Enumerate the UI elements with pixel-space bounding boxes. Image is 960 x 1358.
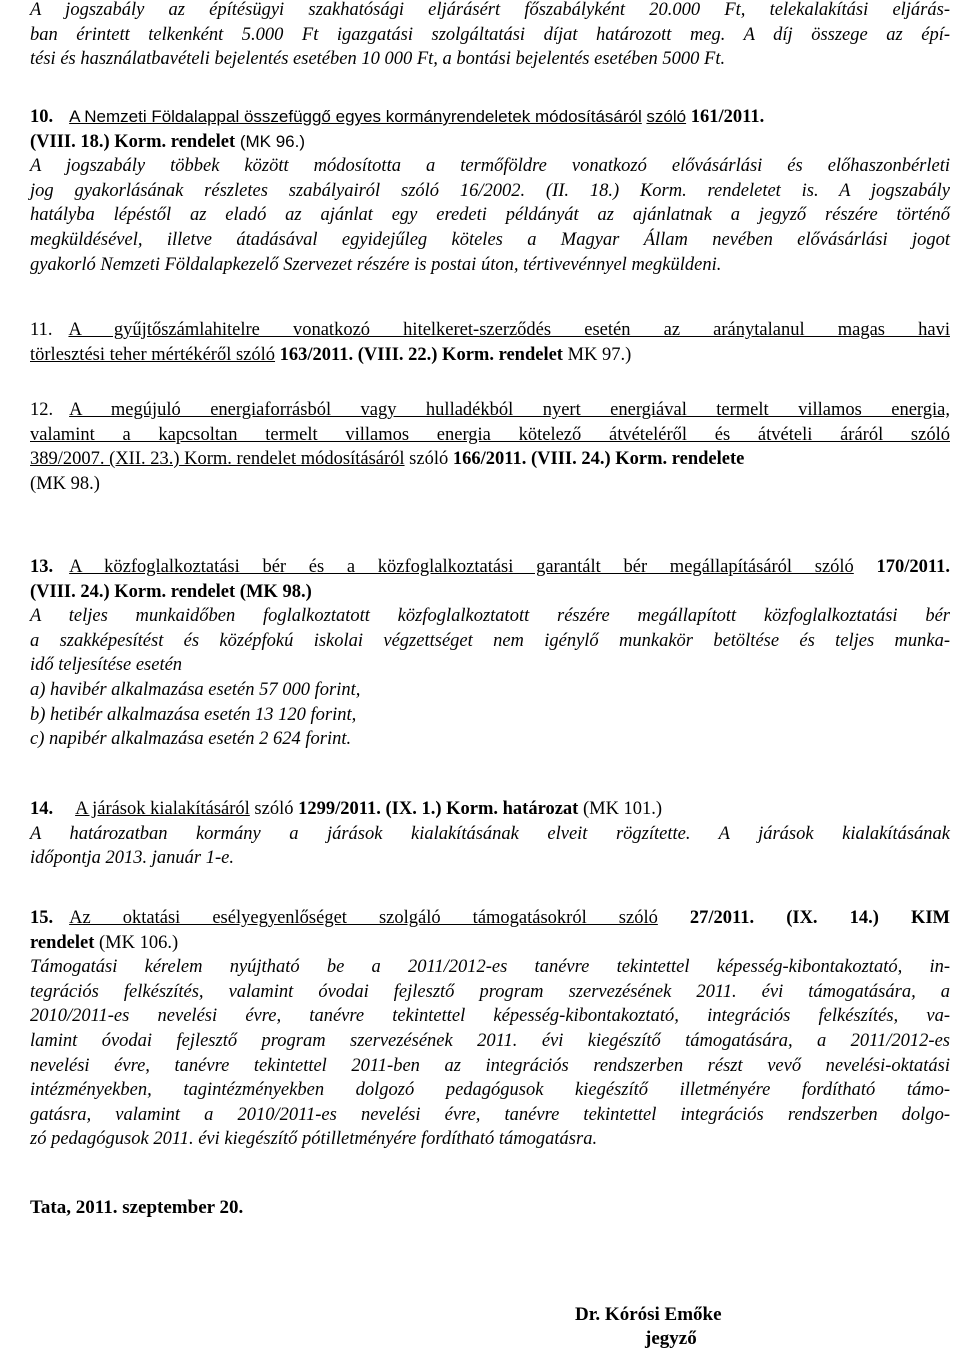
signer-role: jegyző (645, 1328, 697, 1349)
section-15-heading (30, 906, 950, 931)
section-title: A járások kialakításáról (75, 799, 250, 819)
section-title: Az oktatási esélyegyenlőséget szolgáló támogatásokról szóló (69, 908, 658, 928)
gazette-ref: (MK 101.) (582, 799, 663, 819)
section-11-heading-cont (30, 343, 950, 368)
regulation-ref: 170/2011. (876, 557, 950, 577)
body-line: zó pedagógusok 2011. évi kiegészítő pótilletményére fordítható támogatásra. (30, 1129, 598, 1150)
szolo-text: szóló (254, 799, 294, 819)
section-10 (30, 105, 950, 277)
section-15 (30, 906, 950, 1152)
section-title-cont: 389/2007. (XII. 23.) Korm. rendelet módosításáról (30, 449, 405, 470)
section-number: 13. (30, 557, 54, 577)
section-11 (30, 318, 950, 367)
section-12-heading (30, 398, 950, 423)
body-line: hatályba lépéstől az eladó az ajánlat egy eredeti példányát az ajánlatnak a jegyző részére történő (30, 205, 950, 226)
section-number: 15. (30, 908, 54, 928)
section-number: 11. (30, 320, 53, 340)
regulation-ref-cont: (VIII. 18.) Korm. rendelet (30, 131, 236, 152)
gazette-ref: (MK 106.) (99, 932, 179, 953)
section-number: 10. (30, 107, 54, 127)
body-line: gyakorló Nemzeti Földalapkezelő Szervezet részére is postai úton, tértivevénnyel megküldeni. (30, 254, 722, 275)
gazette-ref: (MK 96.) (239, 131, 305, 151)
body-line: 2010/2011-es nevelési évre, tanévre tekintettel képesség-kibontakoztató, integrációs felkészítés, va- (30, 1006, 950, 1027)
section-title: A Nemzeti Földalappal összefüggő egyes kormányrendeletek módosításáról (69, 107, 642, 126)
body-text: A jogszabály (839, 180, 950, 201)
list-item: c) napibér alkalmazása esetén 2 624 forint. (30, 729, 352, 750)
section-13-heading-cont (30, 580, 950, 605)
section-14 (30, 797, 950, 871)
section-title: A közfoglalkoztatási bér és a közfoglalkoztatási garantált bér megállapításáról szóló (69, 557, 854, 577)
body-line: gatásra, valamint a 2010/2011-es nevelési évre, tanévre tekintettel integrációs rendszerben dolgo- (30, 1104, 950, 1125)
place-date: Tata, 2011. szeptember 20. (30, 1197, 244, 1218)
section-14-heading (30, 797, 950, 822)
intro-paragraph (30, 0, 950, 72)
section-15-heading-cont (30, 931, 950, 956)
gazette-ref: (MK 98.) (30, 473, 100, 494)
signer-name: Dr. Kórósi Emőke (575, 1304, 722, 1325)
body-line: A jogszabály többek között módosította a termőföldre vonatkozó elővásárlási és előhaszonbérleti (30, 156, 950, 177)
body-line: tegrációs felkészítés, valamint óvodai fejlesztő program szervezésének 2011. évi támogatására, a (30, 981, 950, 1002)
regulation-ref: 27/2011. (IX. 14.) KIM (689, 908, 950, 928)
section-title: A gyűjtőszámlahitelre vonatkozó hitelkeret-szerződés esetén az aránytalanul magas havi (68, 320, 950, 340)
szolo-text: szóló (646, 107, 687, 126)
list-item: b) hetibér alkalmazása esetén 13 120 forint, (30, 704, 357, 725)
regulation-ref: 166/2011. (VIII. 24.) Korm. rendelete (452, 449, 745, 470)
intro-line: tési és használatbavételi bejelentés esetében 10 000 Ft, a bontási bejelentés esetében 5000 Ft. (30, 49, 726, 70)
section-13 (30, 555, 950, 752)
regulation-ref: 163/2011. (VIII. 22.) Korm. rendelet (279, 344, 563, 365)
gazette-ref: MK 97.) (567, 344, 632, 365)
intro-line: A jogszabály az építésügyi szakhatósági eljárásért főszabályként 20.000 Ft, telekalakítási eljárás- (30, 0, 950, 20)
section-number: 14. (30, 799, 54, 819)
list-item: a) havibér alkalmazása esetén 57 000 forint, (30, 679, 361, 700)
section-10-heading (30, 105, 950, 130)
section-title: A megújuló energiaforrásból vagy hulladékból nyert energiával termelt villamos energia, (69, 400, 950, 420)
section-10-heading-cont (30, 130, 950, 155)
section-12-heading-cont (30, 447, 950, 472)
body-line: időpontja 2013. január 1-e. (30, 848, 235, 869)
section-title-cont: törlesztési teher mértékéről szóló (30, 344, 276, 365)
section-13-heading (30, 555, 950, 580)
body-line: idő teljesítése esetén (30, 655, 183, 676)
regulation-ref: 161/2011. (690, 107, 765, 127)
section-11-heading (30, 318, 950, 343)
body-line: Támogatási kérelem nyújtható be a 2011/2012-es tanévre tekintettel képesség-kibontakoztató, in- (30, 957, 950, 978)
body-line: intézményekben, tagintézményekben dolgozó pedagógusok kiegészítő illetményére fordítható támo- (30, 1080, 950, 1101)
section-number: 12. (30, 400, 54, 420)
body-line: lamint óvodai fejlesztő program szervezésének 2011. évi kiegészítő támogatására, a 2011/2012-es (30, 1030, 950, 1051)
regulation-ref: 1299/2011. (IX. 1.) Korm. határozat (298, 799, 579, 819)
regulation-ref-cont: rendelet (30, 932, 95, 953)
body-line: A teljes munkaidőben foglalkoztatott közfoglalkoztatott részére megállapított közfoglalkoztatási bér (30, 606, 950, 627)
section-title-cont: valamint a kapcsoltan termelt villamos energia kötelező átvételéről és átvételi áráról szóló (30, 424, 950, 445)
body-text: jog gyakorlásának részletes szabályairól szóló 16/2002. (II. 18.) Korm. rendeletet is. (30, 180, 819, 201)
body-line: megküldésével, illetve átadásával egyidejűleg köteles a Magyar Állam nevében elővásárlási jogot (30, 229, 950, 250)
regulation-ref-cont: (VIII. 24.) Korm. rendelet (MK 98.) (30, 581, 312, 602)
body-line: nevelési évre, tanévre tekintettel 2011-ben az integrációs rendszerben részt vevő nevelési-oktatási (30, 1055, 950, 1076)
body-line: A határozatban kormány a járások kialakításának elveit rögzítette. A járások kialakításának (30, 823, 950, 844)
body-line (30, 179, 950, 204)
szolo-text: szóló (409, 449, 449, 470)
body-line: a szakképesítést és középfokú iskolai végzettséget nem igénylő munkakör betöltése és teljes munka- (30, 630, 950, 651)
intro-line: ban érintett telkenként 5.000 Ft igazgatási szolgáltatási díjat határozott meg. A díj összege az épí- (30, 24, 950, 45)
section-12 (30, 398, 950, 496)
